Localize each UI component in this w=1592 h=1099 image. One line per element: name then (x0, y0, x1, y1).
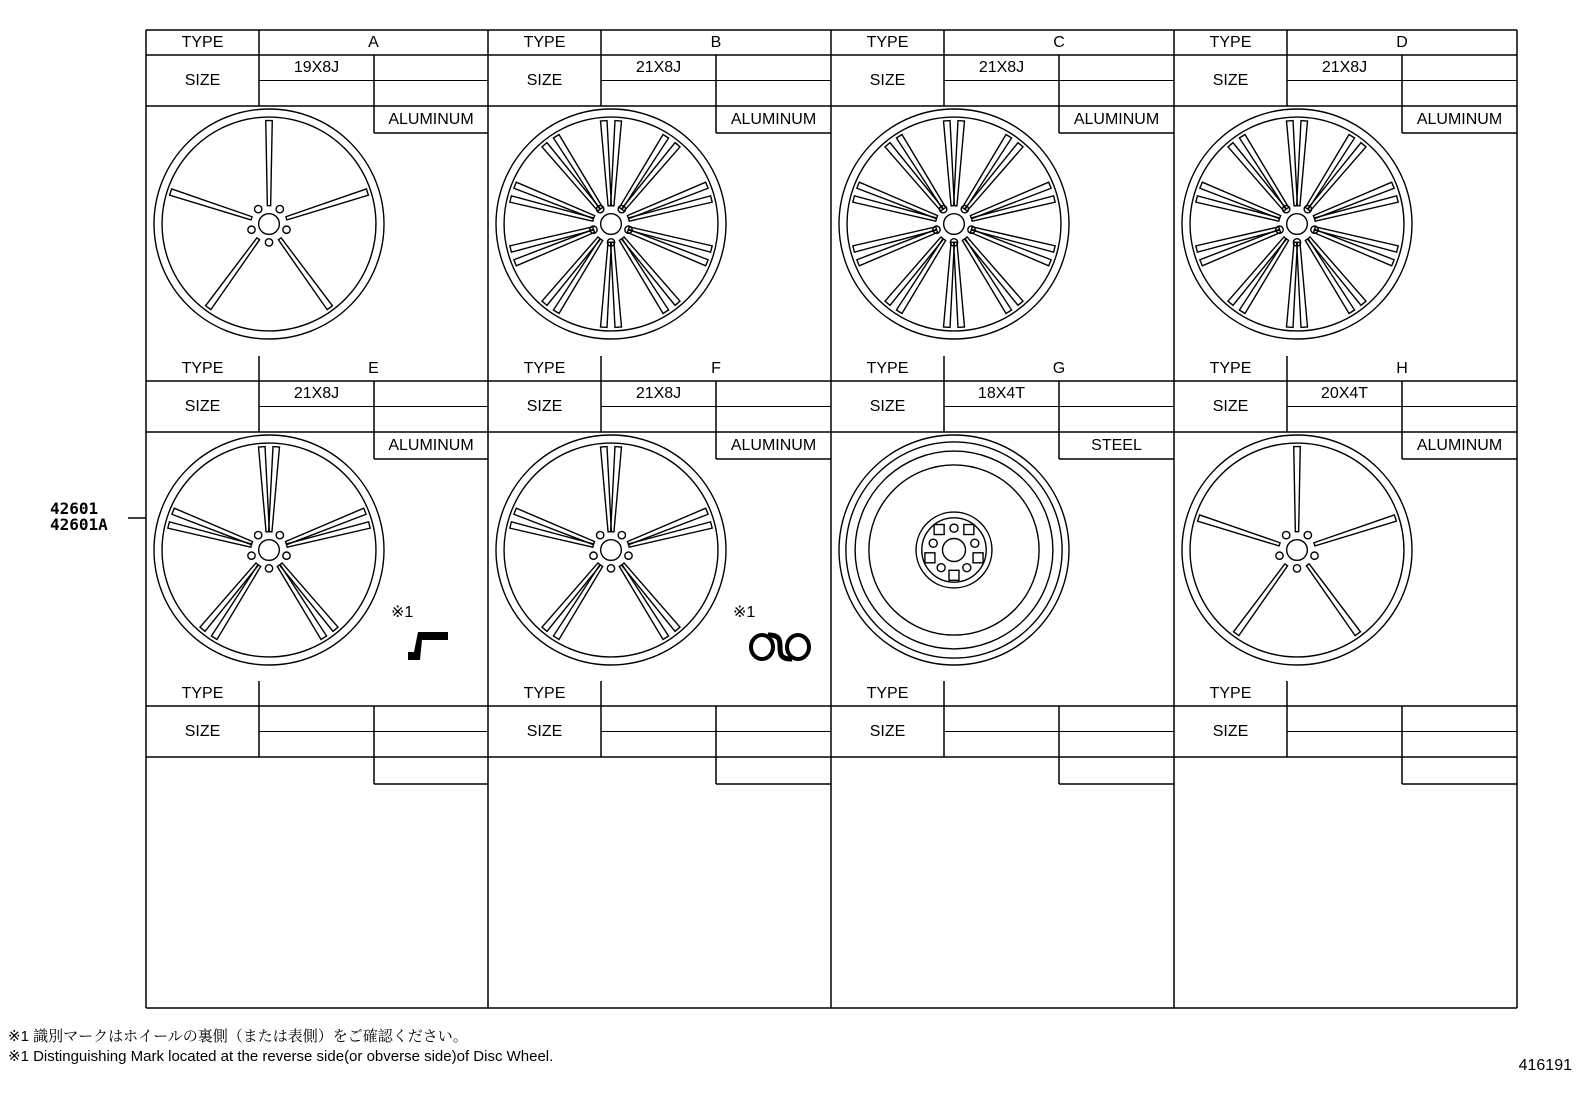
size-label: SIZE (869, 398, 906, 415)
wheel-material: STEEL (1091, 437, 1142, 454)
wheel-type: A (368, 34, 379, 51)
distinguishing-mark-note: ※1 (733, 604, 756, 621)
wheel-size: 21X8J (1321, 59, 1368, 76)
wheel-type: F (711, 360, 721, 377)
wheel-material: ALUMINUM (388, 111, 474, 128)
size-label: SIZE (184, 72, 221, 89)
type-label: TYPE (181, 360, 224, 377)
leader-line (128, 516, 146, 520)
wheel-illustration (496, 435, 726, 665)
distinguishing-mark-note: ※1 (391, 604, 414, 621)
wheel-illustration (154, 109, 384, 339)
part-number-label (50, 501, 108, 533)
type-label: TYPE (1209, 685, 1252, 702)
wheel-type: B (710, 34, 722, 51)
wheel-illustration (496, 109, 726, 339)
wheel-size: 19X8J (293, 59, 340, 76)
footnote-en: ※1 Distinguishing Mark located at the reverse side(or obverse side)of Disc Wheel. (8, 1048, 554, 1065)
wheel-illustration (1182, 435, 1412, 665)
wheel-size: 21X8J (635, 59, 682, 76)
size-label: SIZE (526, 723, 563, 740)
size-label: SIZE (526, 398, 563, 415)
type-label: TYPE (866, 685, 909, 702)
wheel-type: G (1052, 360, 1066, 377)
type-label: TYPE (181, 34, 224, 51)
type-label: TYPE (1209, 34, 1252, 51)
type-label: TYPE (866, 34, 909, 51)
size-label: SIZE (184, 723, 221, 740)
wheel-type: E (368, 360, 379, 377)
footnote-jp: ※1 識別マークはホイールの裏側（または表側）をご確認ください。 (8, 1028, 468, 1045)
size-label: SIZE (526, 72, 563, 89)
wheel-type: H (1396, 360, 1408, 377)
wheel-illustration (1182, 109, 1412, 339)
wheel-type: D (1396, 34, 1408, 51)
part-number-1: 42601 (50, 499, 99, 518)
size-label: SIZE (184, 398, 221, 415)
wheel-type: C (1053, 34, 1065, 51)
illustration-id: 416191 (1518, 1057, 1572, 1074)
wheel-size: 18X4T (977, 385, 1026, 402)
distinguishing-mark-icon (408, 632, 448, 660)
wheel-material: ALUMINUM (730, 111, 817, 128)
wheel-size: 20X4T (1320, 385, 1369, 402)
size-label: SIZE (1212, 72, 1249, 89)
wheel-material: ALUMINUM (1416, 111, 1503, 128)
type-label: TYPE (1209, 360, 1252, 377)
type-label: TYPE (866, 360, 909, 377)
part-number-2: 42601A (50, 515, 108, 534)
wheel-material: ALUMINUM (1073, 111, 1160, 128)
size-label: SIZE (1212, 723, 1249, 740)
size-label: SIZE (869, 72, 906, 89)
wheel-illustration (839, 435, 1069, 665)
distinguishing-mark-icon (751, 635, 809, 659)
wheel-illustration (839, 109, 1069, 339)
wheel-illustration (154, 435, 384, 665)
type-label: TYPE (181, 685, 224, 702)
type-label: TYPE (523, 34, 566, 51)
wheel-material: ALUMINUM (388, 437, 474, 454)
wheel-size: 21X8J (978, 59, 1025, 76)
wheel-material: ALUMINUM (1416, 437, 1503, 454)
wheel-size: 21X8J (635, 385, 682, 402)
type-label: TYPE (523, 685, 566, 702)
size-label: SIZE (1212, 398, 1249, 415)
wheel-material: ALUMINUM (730, 437, 817, 454)
size-label: SIZE (869, 723, 906, 740)
wheel-size: 21X8J (293, 385, 340, 402)
type-label: TYPE (523, 360, 566, 377)
